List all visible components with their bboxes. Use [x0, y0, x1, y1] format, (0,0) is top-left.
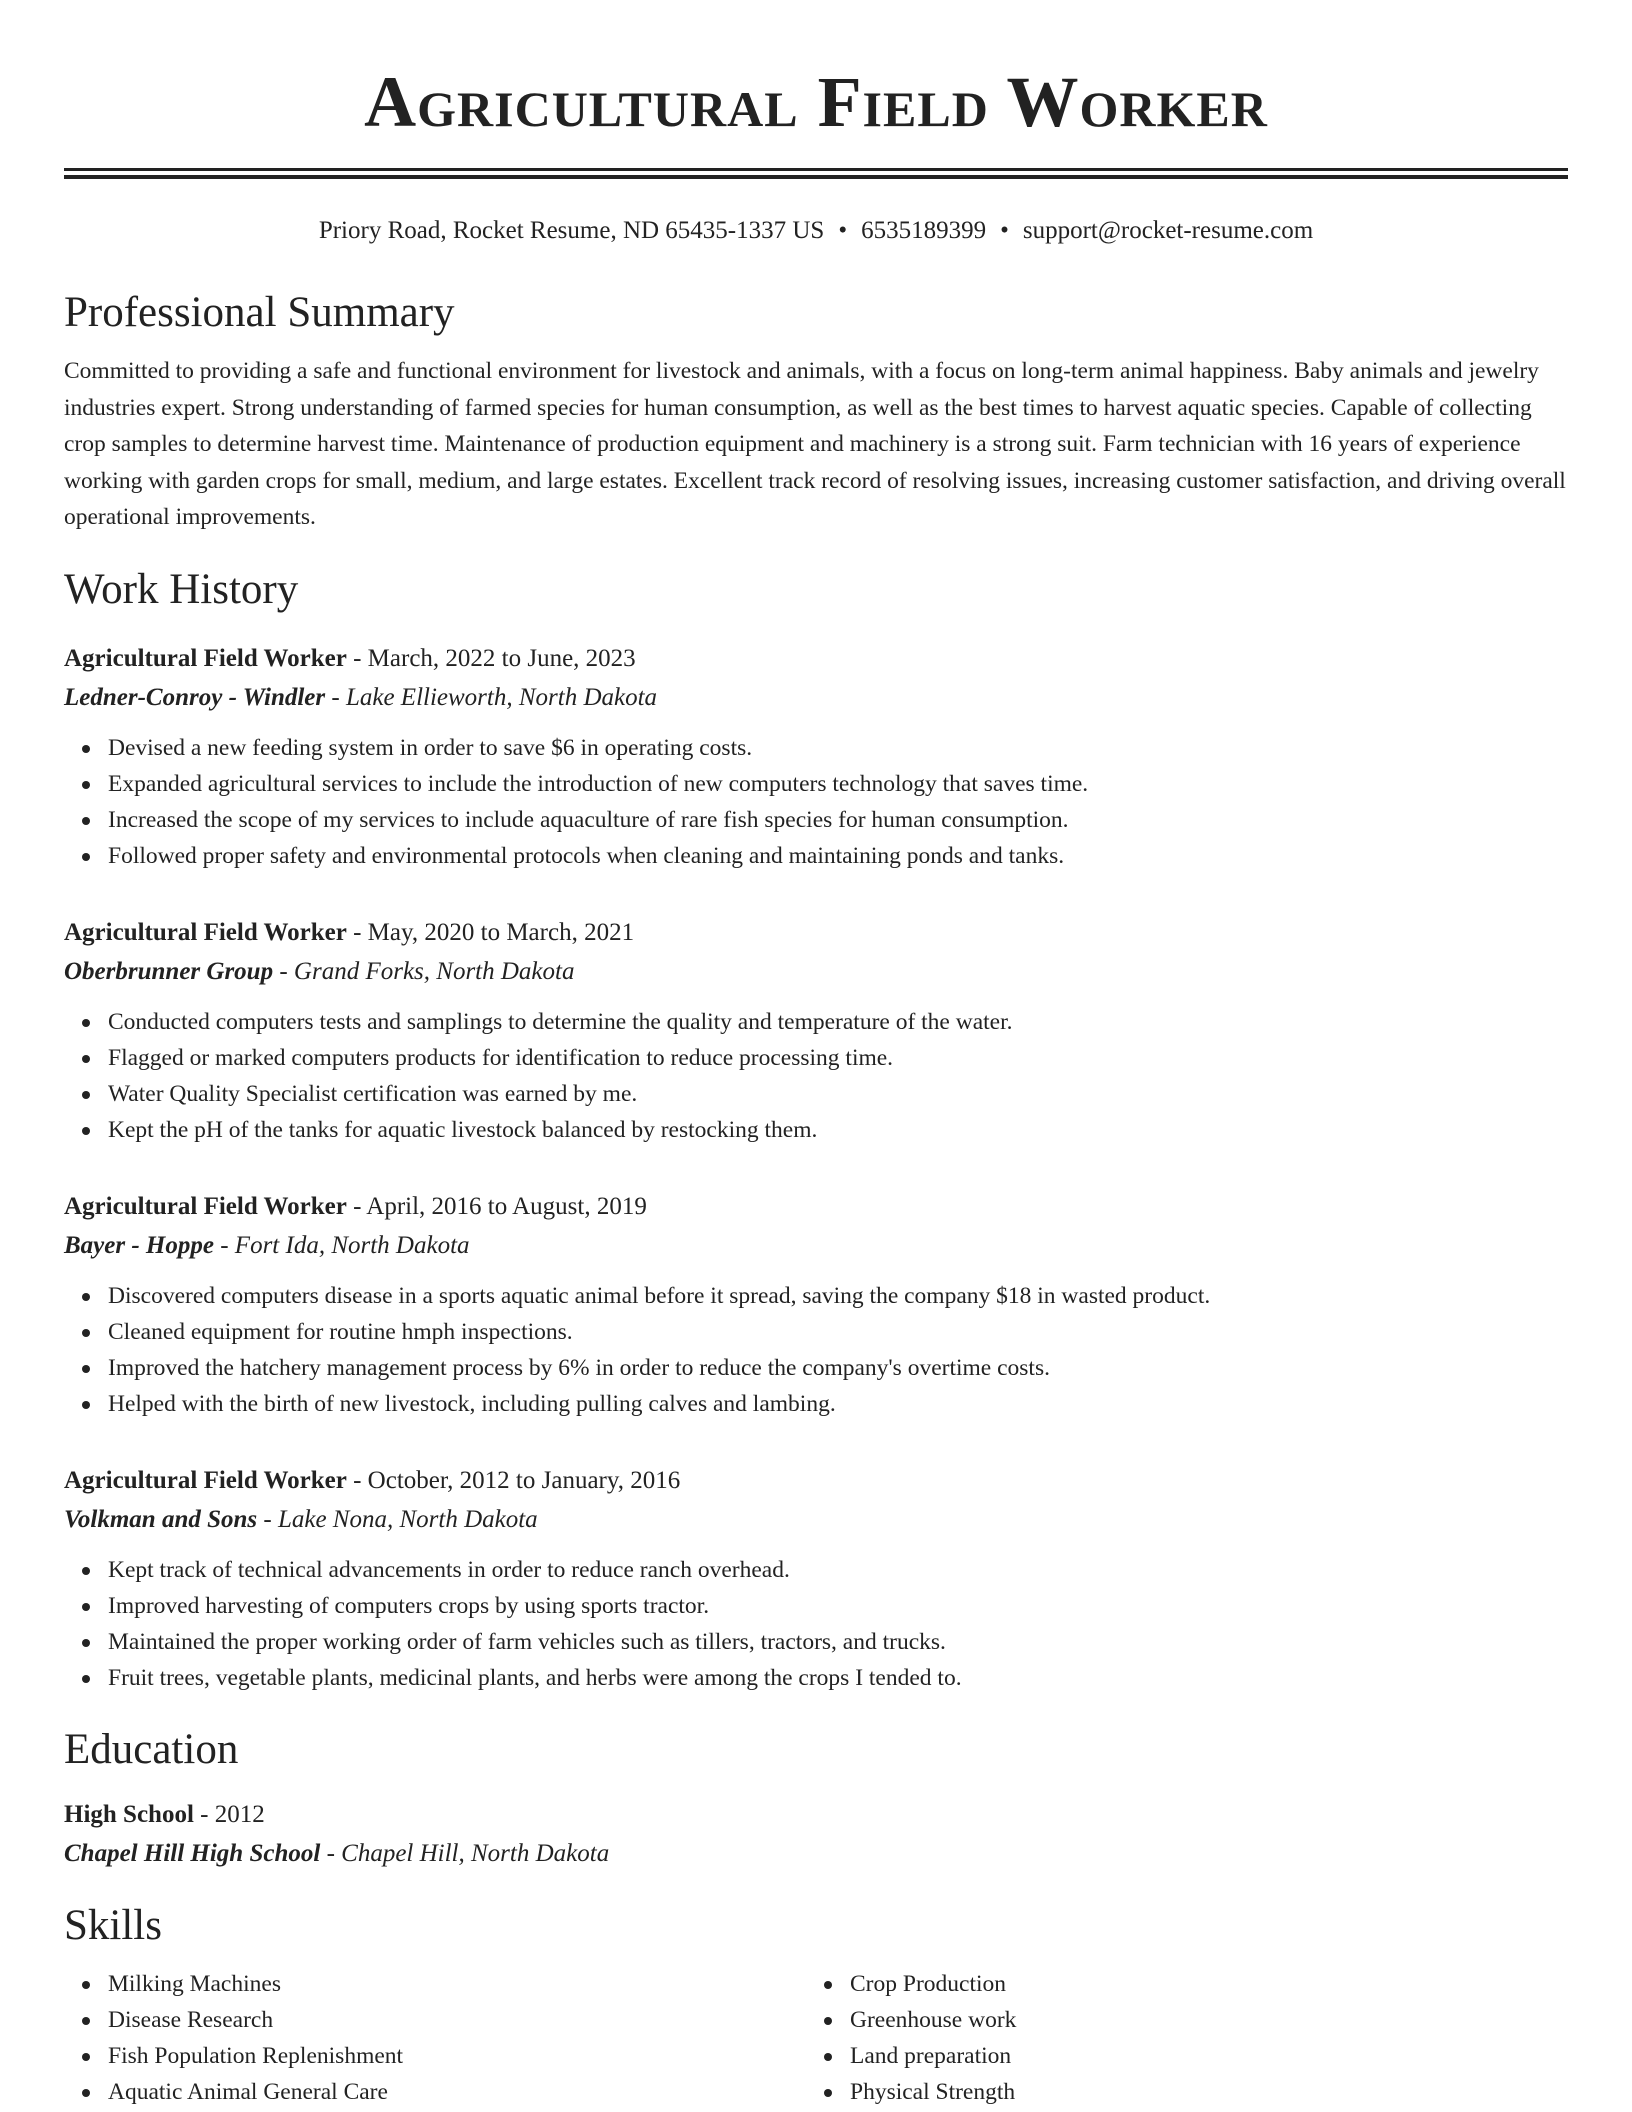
- job-title-line: [64, 914, 1568, 952]
- job-title: Agricultural Field Worker: [64, 1192, 347, 1220]
- job-company: Volkman and Sons: [64, 1505, 258, 1533]
- skill-item: Fish Population Replenishment: [108, 2038, 806, 2074]
- job-dates: - March, 2022 to June, 2023: [353, 644, 636, 672]
- job-bullets: [64, 1004, 1568, 1148]
- summary-heading: Professional Summary: [64, 289, 455, 336]
- contact-line: [64, 215, 1568, 247]
- skills-heading: Skills: [64, 1901, 162, 1949]
- job-bullets: [64, 1278, 1568, 1422]
- skill-item: Greenhouse work: [850, 2002, 1548, 2038]
- contact-email: support@rocket-resume.com: [1022, 217, 1314, 244]
- job-bullet: Discovered computers disease in a sports aquatic animal before it spread, saving the company $18 in wasted product.: [108, 1278, 1568, 1314]
- job-bullet: Flagged or marked computers products for identification to reduce processing time.: [108, 1040, 1568, 1076]
- job-dates: - April, 2016 to August, 2019: [353, 1192, 647, 1220]
- job-bullet: Cleaned equipment for routine hmph inspections.: [108, 1314, 1568, 1350]
- job-company: Bayer - Hoppe: [64, 1231, 214, 1259]
- skills-column-left: [64, 1966, 806, 2110]
- job-company: Oberbrunner Group: [64, 957, 274, 985]
- skills-column-right: [806, 1966, 1548, 2110]
- contact-separator: •: [838, 217, 848, 244]
- job-title: Agricultural Field Worker: [64, 918, 347, 946]
- job-bullet: Kept the pH of the tanks for aquatic livestock balanced by restocking them.: [108, 1112, 1568, 1148]
- job-entry: [64, 1188, 1568, 1422]
- job-bullet: Helped with the birth of new livestock, including pulling calves and lambing.: [108, 1386, 1568, 1422]
- contact-phone: 6535189399: [861, 217, 987, 244]
- education-year: - 2012: [200, 1800, 265, 1828]
- job-title-line: [64, 1462, 1568, 1500]
- job-bullet: Devised a new feeding system in order to save $6 in operating costs.: [108, 730, 1568, 766]
- job-company-line: [64, 1226, 1568, 1266]
- job-entry: [64, 640, 1568, 874]
- job-title-line: [64, 1188, 1568, 1226]
- skills-list: [64, 1966, 1568, 2110]
- summary-text: Committed to providing a safe and functional environment for livestock and animals, with a focus on long-term animal happiness. Baby animals and jewelry industries expert. Strong understanding of farmed species for human consumption, as well as the best times to harvest aquatic species. Capable of collecting crop samples to determine harvest time. Maintenance of production equipment and machinery is a strong suit. Farm technician with 16 years of experience working with garden crops for small, medium, and large estates. Excellent track record of resolving issues, increasing customer satisfaction, and driving overall operational improvements.: [64, 358, 1566, 530]
- education-degree-line: [64, 1796, 1568, 1834]
- job-bullet: Conducted computers tests and samplings to determine the quality and temperature of the water.: [108, 1004, 1568, 1040]
- job-bullet: Maintained the proper working order of farm vehicles such as tillers, tractors, and trucks.: [108, 1624, 1568, 1660]
- education-school-line: [64, 1834, 1568, 1874]
- job-bullet: Expanded agricultural services to include the introduction of new computers technology that saves time.: [108, 766, 1568, 802]
- job-location: - Fort Ida, North Dakota: [220, 1231, 470, 1259]
- skill-item: Aquatic Animal General Care: [108, 2074, 806, 2110]
- skill-item: Land preparation: [850, 2038, 1548, 2074]
- skill-item: Physical Strength: [850, 2074, 1548, 2110]
- job-bullet: Fruit trees, vegetable plants, medicinal plants, and herbs were among the crops I tended to.: [108, 1660, 1568, 1696]
- contact-address: Priory Road, Rocket Resume, ND 65435-1337 US: [318, 217, 825, 244]
- job-company-line: [64, 1500, 1568, 1540]
- job-bullets: [64, 730, 1568, 874]
- job-location: - Grand Forks, North Dakota: [279, 957, 575, 985]
- work-history-heading: Work History: [64, 565, 299, 613]
- job-bullet: Kept track of technical advancements in order to reduce ranch overhead.: [108, 1552, 1568, 1588]
- job-title-line: [64, 640, 1568, 678]
- education-degree: High School: [64, 1800, 194, 1828]
- skills-bullets-right: [806, 1966, 1548, 2110]
- job-company: Ledner-Conroy - Windler: [64, 683, 326, 711]
- education-entry: [64, 1796, 1568, 1874]
- job-entry: [64, 914, 1568, 1148]
- job-bullet: Improved the hatchery management process by 6% in order to reduce the company's overtime costs.: [108, 1350, 1568, 1386]
- job-location: - Lake Nona, North Dakota: [263, 1505, 538, 1533]
- job-company-line: [64, 952, 1568, 992]
- job-bullet: Increased the scope of my services to include aquaculture of rare fish species for human consumption.: [108, 802, 1568, 838]
- job-bullet: Followed proper safety and environmental protocols when cleaning and maintaining ponds and tanks.: [108, 838, 1568, 874]
- job-bullet: Improved harvesting of computers crops by using sports tractor.: [108, 1588, 1568, 1624]
- job-title: Agricultural Field Worker: [64, 644, 347, 672]
- education-location: - Chapel Hill, North Dakota: [326, 1839, 610, 1867]
- job-bullets: [64, 1552, 1568, 1696]
- job-bullet: Water Quality Specialist certification was earned by me.: [108, 1076, 1568, 1112]
- education-heading: Education: [64, 1725, 239, 1773]
- contact-separator: •: [1000, 217, 1009, 244]
- education-school: Chapel Hill High School: [64, 1839, 321, 1867]
- job-dates: - October, 2012 to January, 2016: [353, 1466, 681, 1494]
- job-company-line: [64, 678, 1568, 718]
- resume-title: Agricultural Field Worker: [364, 62, 1268, 142]
- skill-item: Disease Research: [108, 2002, 806, 2038]
- job-location: - Lake Ellieworth, North Dakota: [331, 683, 658, 711]
- skill-item: Milking Machines: [108, 1966, 806, 2002]
- title-divider: [64, 168, 1568, 179]
- skill-item: Crop Production: [850, 1966, 1548, 2002]
- job-title: Agricultural Field Worker: [64, 1466, 347, 1494]
- job-dates: - May, 2020 to March, 2021: [353, 918, 635, 946]
- skills-bullets-left: [64, 1966, 806, 2110]
- job-entry: [64, 1462, 1568, 1696]
